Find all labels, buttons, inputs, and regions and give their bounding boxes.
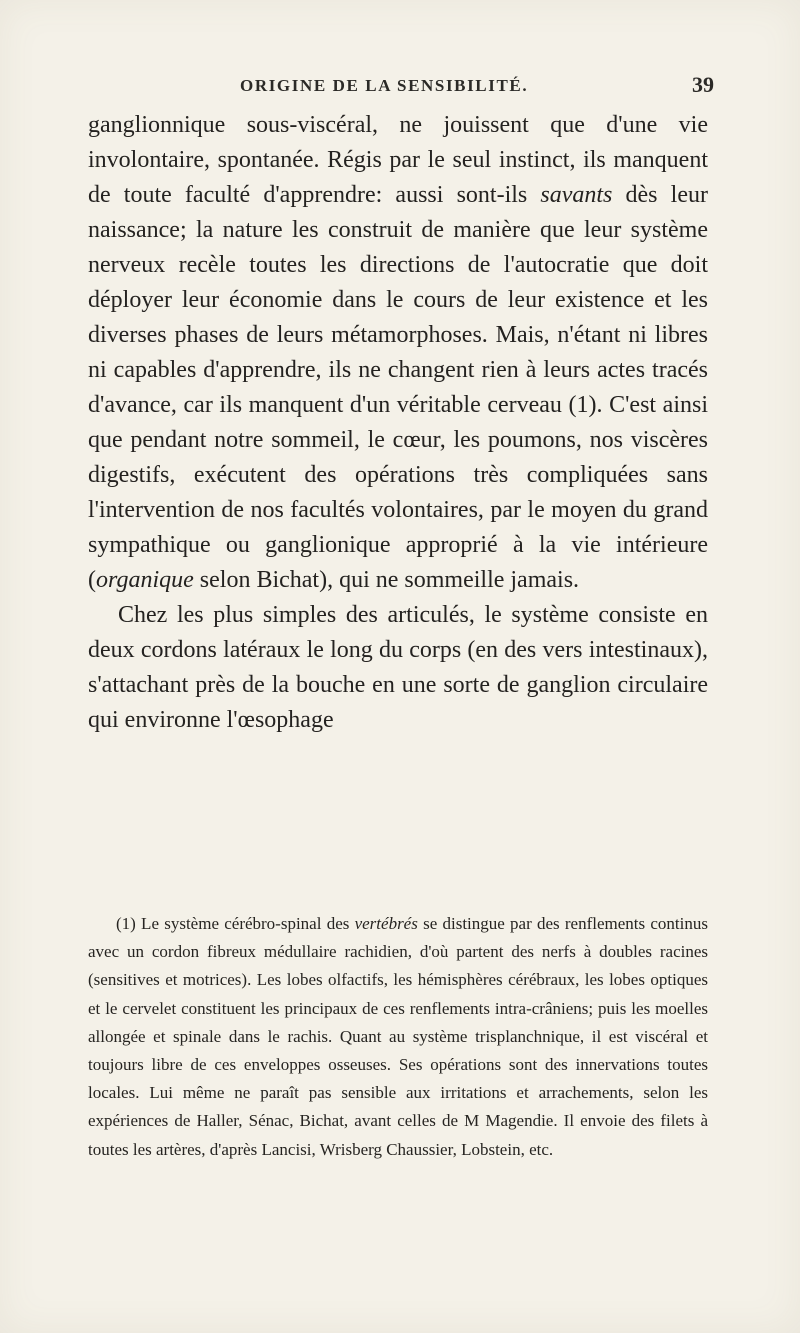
main-text: [88, 108, 708, 738]
paragraph-1-italic-savants: savants: [540, 182, 613, 208]
running-title: ORIGINE DE LA SENSIBILITÉ.: [240, 76, 529, 95]
footnote-text-2: se distingue par des renflements continus avec un cordon fibreux médullaire rachidien, d'où partent des nerfs à doubles racines (sensitives et motrices). Les lobes olfactifs, les hémisphères cérébraux, les lobes optiques et le cervelet constituent les principaux de ces renflements intra-crâniens; puis les moelles allongée et spinale dans le rachis. Quant au système trisplanchnique, il est viscéral et toujours libre de ces enveloppes osseuses. Ses opérations sont des innervations toutes locales. Lui même ne paraît pas sensible aux irritations et arrachements, selon les expériences de Haller, Sénac, Bichat, avant celles de M Magendie. Il envoie des filets à toutes les artères, d'après Lancisi, Wrisberg Chaussier, Lobstein, etc.: [88, 914, 708, 1159]
paragraph-1-italic-organique: organique: [96, 567, 194, 593]
paragraph-1-text-1: ganglionnique sous-viscéral, ne jouissent que d'une vie involontaire, spontanée. Régis par le seul instinct, ils manquent de toute faculté d'apprendre: aussi sont-ils: [88, 112, 708, 208]
footnote: [88, 910, 708, 1164]
paragraph-1: [88, 108, 708, 598]
paragraph-2: Chez les plus simples des articulés, le système consiste en deux cordons latéraux le long du corps (en des vers intestinaux), s'attachant près de la bouche en une sorte de ganglion circulaire qui environne l'œsophage: [88, 602, 708, 733]
page-number: 39: [692, 72, 714, 97]
paragraph-1-text-2: dès leur naissance; la nature les construit de manière que leur système nerveux recèle toutes les directions de l'autocratie que doit déployer leur économie dans le cours de leur existence et les diverses phases de leurs métamorphoses. Mais, n'étant ni libres ni capables d'apprendre, ils ne changent rien à leurs actes tracés d'avance, car ils manquent d'un véritable cerveau (1). C'est ainsi que pendant notre sommeil, le cœur, les poumons, nos viscères digestifs, exécutent des opérations très compliquées sans l'intervention de nos facultés volontaires, par le moyen du grand sympathique ou ganglionique approprié à la vie intérieure (: [88, 182, 708, 593]
running-head: [88, 72, 714, 100]
paragraph-1-text-3: selon Bichat), qui ne sommeille jamais.: [193, 567, 580, 593]
footnote-1: [88, 910, 708, 1164]
footnote-italic-vertebres: vertébrés: [354, 914, 418, 933]
footnote-text-1: (1) Le système cérébro-spinal des: [116, 914, 355, 933]
